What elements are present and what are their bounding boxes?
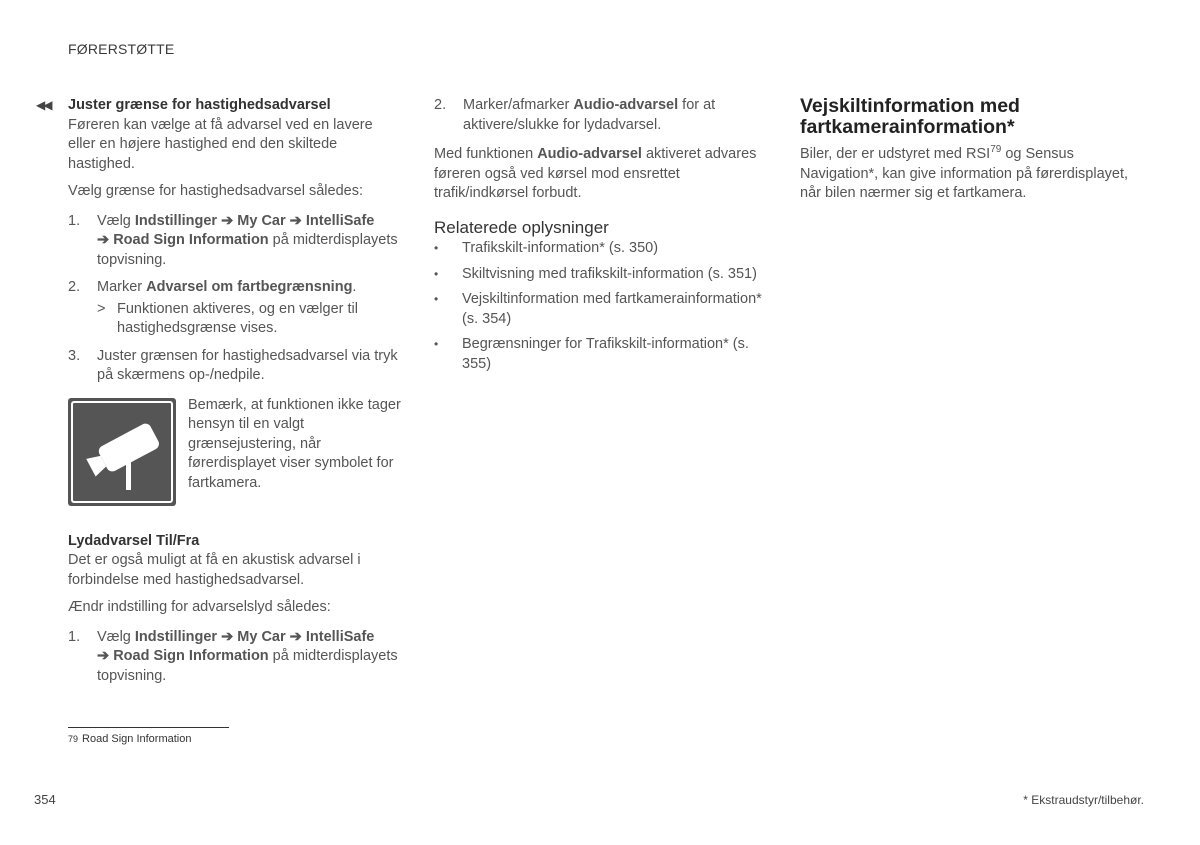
section-title: Vejskiltinformation med fartkamerainformation*: [800, 95, 1020, 138]
body-prefix: Biler, der er udstyret med RSI: [800, 146, 991, 162]
step-number: 3.: [68, 347, 81, 364]
footnote-divider: [68, 727, 229, 728]
para-prefix: Med funktionen: [434, 146, 538, 162]
body-suffix: og Sensus Navigation*, kan give information på førerdisplayet, når bilen nærmer sig et fartkamera.: [800, 146, 1129, 201]
related-item[interactable]: [434, 290, 770, 329]
intro-paragraph: Føreren kan vælge at få advarsel ved en lavere eller en højere hastighed end den skiltede hastighed.: [68, 116, 373, 172]
result-text: Funktionen aktiveres, og en vælger til hastighedsgrænse vises.: [117, 300, 358, 336]
step-suffix: .: [352, 279, 357, 295]
result-arrow-icon: >: [97, 300, 106, 317]
accessory-note: * Ekstraudstyr/tilbehør.: [1023, 793, 1144, 807]
arrow-right-icon: ➔: [97, 232, 114, 248]
step-suffix: på midterdisplayets topvisning.: [97, 648, 398, 684]
note-text: Bemærk, at funktionen ikke tager hensyn til en valgt grænsejustering, når førerdisplayet viser symbolet for fartkamera.: [188, 396, 401, 491]
audio-intro-paragraph: Det er også muligt at få en akustisk advarsel i forbindelse med hastighedsadvarsel.: [68, 552, 361, 588]
audio-warning-term: Audio-advarsel: [537, 146, 642, 162]
audio-lead-paragraph: Ændr indstilling for advarselslyd således:: [68, 599, 331, 615]
related-link[interactable]: Trafikskilt-information* (s. 350): [462, 240, 659, 256]
audio-paragraph: [434, 145, 770, 204]
footnote-number: 79: [68, 734, 79, 744]
related-item[interactable]: [434, 265, 770, 285]
related-item[interactable]: [434, 239, 770, 259]
para-suffix: aktiveret advares føreren også ved kørsel mod ensrettet trafik/indkørsel forbudt.: [434, 146, 757, 201]
menu-speed-limit-warning: Advarsel om fartbegrænsning: [146, 279, 353, 295]
menu-intellisafe: IntelliSafe: [305, 212, 375, 229]
section-header: FØRERSTØTTE: [68, 41, 175, 57]
step-number: 2.: [68, 279, 81, 295]
step-suffix: på midterdisplayets topvisning.: [97, 232, 398, 268]
related-link[interactable]: Begrænsninger for Trafikskilt-information* (s. 355): [462, 336, 749, 372]
bullet-icon: •: [434, 337, 439, 351]
step-text: Juster grænsen for hastighedsadvarsel via tryk på skærmens op-/nedpile.: [97, 347, 398, 383]
related-heading: Relaterede oplysninger: [434, 217, 609, 237]
step-1: [68, 212, 403, 271]
footnote-text: Road Sign Information: [82, 733, 192, 745]
step-prefix: Marker: [97, 279, 147, 295]
step-suffix: for at aktivere/slukke for lydadvarsel.: [463, 97, 716, 133]
step-number: 1.: [68, 628, 81, 645]
arrow-right-icon: ➔: [217, 628, 238, 645]
column-left: [68, 96, 403, 694]
page-number: 354: [34, 792, 56, 807]
arrow-right-icon: ➔: [285, 212, 306, 229]
audio-step-1: [68, 628, 403, 687]
note-block: [68, 396, 403, 506]
related-list: [434, 239, 770, 374]
step-prefix: Vælg: [97, 212, 135, 229]
related-link[interactable]: Skiltvisning med trafikskilt-information (s. 351): [462, 265, 757, 282]
menu-my-car: My Car: [237, 628, 286, 645]
audio-step-2: [434, 96, 770, 135]
step-number: 1.: [68, 212, 81, 229]
bullet-icon: •: [434, 266, 439, 281]
footnote-ref[interactable]: 79: [990, 144, 1002, 156]
menu-audio-warning: Audio-advarsel: [573, 97, 679, 113]
step-prefix: Marker/afmarker: [463, 97, 574, 113]
arrow-right-icon: ➔: [217, 212, 238, 229]
step-2-result: [97, 300, 403, 339]
heading-speed-warning-limit: Juster grænse for hastighedsadvarsel: [68, 97, 331, 113]
step-number: 2.: [434, 97, 447, 113]
step-text: [463, 96, 770, 135]
related-item[interactable]: [434, 335, 770, 374]
step-3: [68, 347, 403, 386]
arrow-right-icon: ➔: [285, 628, 306, 645]
menu-road-sign-information: Road Sign Information: [113, 648, 269, 664]
step-2: [68, 278, 403, 298]
section-body: [800, 145, 1130, 204]
step-text: [97, 628, 403, 687]
related-link[interactable]: Vejskiltinformation med fartkamerainformation* (s. 354): [462, 291, 762, 327]
menu-settings: Indstillinger: [134, 628, 218, 645]
bullet-icon: •: [434, 241, 439, 255]
speed-camera-icon: [68, 398, 176, 506]
footnote: [68, 733, 191, 745]
bullet-icon: •: [434, 292, 439, 306]
menu-my-car: My Car: [237, 212, 286, 229]
back-arrows-icon[interactable]: ◀◀: [36, 98, 51, 112]
menu-settings: Indstillinger: [134, 212, 218, 229]
arrow-right-icon: ➔: [97, 648, 114, 664]
lead-paragraph: Vælg grænse for hastighedsadvarsel således:: [68, 183, 363, 199]
column-middle: [434, 96, 770, 380]
column-right: [800, 96, 1130, 212]
menu-road-sign-information: Road Sign Information: [113, 232, 269, 248]
menu-intellisafe: IntelliSafe: [305, 628, 375, 645]
heading-audio-warning: Lydadvarsel Til/Fra: [68, 532, 200, 549]
step-prefix: Vælg: [97, 628, 135, 645]
step-text: [97, 278, 403, 298]
step-text: [97, 212, 403, 271]
